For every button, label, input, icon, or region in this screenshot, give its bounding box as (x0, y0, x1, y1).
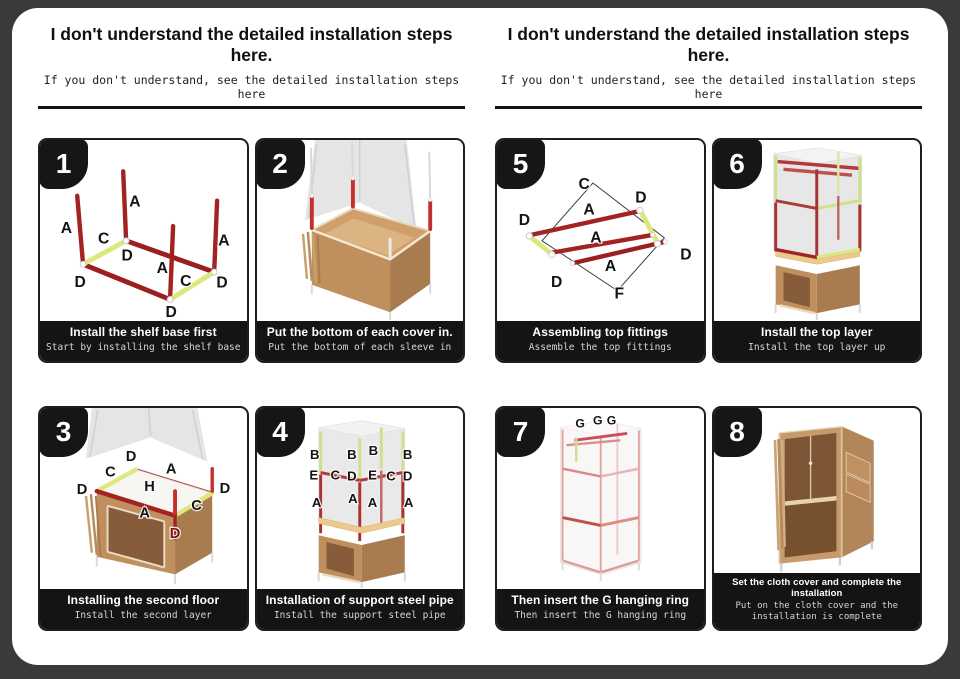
part-label: A (367, 494, 377, 510)
part-label: A (347, 490, 358, 506)
header-title: I don't understand the detailed installation steps here. (507, 24, 910, 65)
part-label: G (606, 413, 617, 428)
part-label: D (219, 481, 231, 498)
part-label: B (346, 446, 357, 462)
step-panel-5 (495, 138, 706, 363)
step-7-caption (497, 589, 704, 629)
part-label: G (593, 413, 603, 428)
caption-subtitle: Install the support steel pipe (273, 610, 446, 621)
part-label: A (165, 461, 177, 478)
part-label: C (180, 272, 192, 290)
caption-title: Then insert the G hanging ring (511, 593, 690, 607)
part-label: E (308, 467, 318, 483)
part-label: A (156, 260, 168, 278)
step-panel-4 (255, 406, 466, 631)
part-label: A (583, 201, 595, 219)
step-4-caption (257, 589, 464, 629)
step-number-badge (713, 407, 762, 457)
part-label: B (402, 446, 412, 462)
part-label: A (129, 193, 141, 211)
part-label: B (368, 442, 378, 458)
part-label: D (216, 274, 228, 292)
part-label: G (575, 416, 585, 431)
steps-grid-left (38, 138, 465, 631)
step-number: 2 (272, 148, 288, 179)
part-label: F (614, 285, 625, 303)
caption-subtitle: Install the second layer (74, 610, 212, 621)
step-1-caption (40, 321, 247, 361)
header-underline (495, 106, 922, 109)
part-label: D (165, 304, 177, 321)
caption-title: Set the cloth cover and complete the installation (732, 576, 902, 599)
caption-title: Installing the second floor (67, 593, 220, 607)
part-label: C (578, 175, 590, 193)
step-2-caption (257, 321, 464, 361)
part-label: C (97, 230, 110, 248)
step-number-badge (256, 139, 305, 189)
part-label: C (330, 467, 340, 483)
caption-title: Assembling top fittings (532, 325, 669, 339)
part-label: C (385, 468, 396, 484)
header-subtitle: If you don't understand, see the detailed installation steps here (43, 73, 460, 101)
caption-title: Install the shelf base first (69, 325, 217, 339)
part-label: D (125, 448, 137, 465)
caption-subtitle: Put the bottom of each sleeve in (268, 342, 452, 353)
part-label: A (218, 232, 230, 250)
steps-grid-right (495, 138, 922, 631)
step-number-badge (256, 407, 305, 457)
caption-subtitle: Then insert the G hanging ring (514, 610, 687, 621)
step-number: 7 (512, 416, 529, 447)
part-label: D (518, 212, 531, 230)
column-left-header (38, 18, 465, 109)
part-label: D (121, 247, 133, 265)
column-right-header (495, 18, 922, 109)
step-number: 1 (55, 148, 72, 179)
part-label: C (191, 497, 202, 514)
part-label: D (402, 468, 412, 484)
column-left (38, 18, 465, 665)
part-label: C (105, 464, 116, 481)
step-panel-3 (38, 406, 249, 631)
step-panel-1 (38, 138, 249, 363)
step-5-caption (497, 321, 704, 361)
header-title: I don't understand the detailed installation steps here. (50, 24, 453, 65)
step-number: 3 (55, 416, 72, 447)
part-label: D (346, 468, 357, 484)
step-number: 4 (272, 416, 288, 447)
part-label: D (680, 246, 692, 264)
instruction-sheet (12, 8, 948, 665)
step-3-caption (40, 589, 247, 629)
step-panel-6 (712, 138, 923, 363)
part-label: H (144, 479, 155, 496)
part-label: A (590, 229, 602, 247)
caption-subtitle: Start by installing the shelf base (46, 342, 241, 353)
header-subtitle: If you don't understand, see the detailed installation steps here (500, 73, 917, 101)
step-panel-7 (495, 406, 706, 631)
part-label: A (403, 494, 413, 510)
part-label: A (60, 219, 73, 237)
caption-subtitle: Install the top layer up (748, 342, 886, 353)
caption-title: Install the top layer (761, 325, 873, 339)
part-label: D (74, 273, 86, 291)
part-label: D (76, 482, 88, 499)
caption-subtitle: Put on the cloth cover and the installation is complete (735, 600, 899, 622)
step-number: 8 (729, 416, 745, 447)
part-label: E (367, 467, 377, 483)
step-number: 5 (512, 148, 529, 179)
part-label: D (635, 189, 647, 207)
caption-subtitle: Assemble the top fittings (528, 342, 672, 353)
part-label: A (139, 505, 151, 522)
part-label: A (604, 258, 617, 276)
step-panel-8 (712, 406, 923, 631)
step-number: 6 (729, 148, 745, 179)
part-label: B (309, 446, 320, 462)
step-panel-2 (255, 138, 466, 363)
step-8-caption (714, 573, 921, 630)
column-right (495, 18, 922, 665)
step-6-caption (714, 321, 921, 361)
header-underline (38, 106, 465, 109)
part-label: A (311, 494, 321, 510)
part-label: D (551, 273, 563, 291)
caption-title: Put the bottom of each cover in. (266, 325, 453, 339)
caption-title: Installation of support steel pipe (265, 593, 454, 607)
part-label: D (169, 526, 181, 543)
step-number-badge (713, 139, 762, 189)
